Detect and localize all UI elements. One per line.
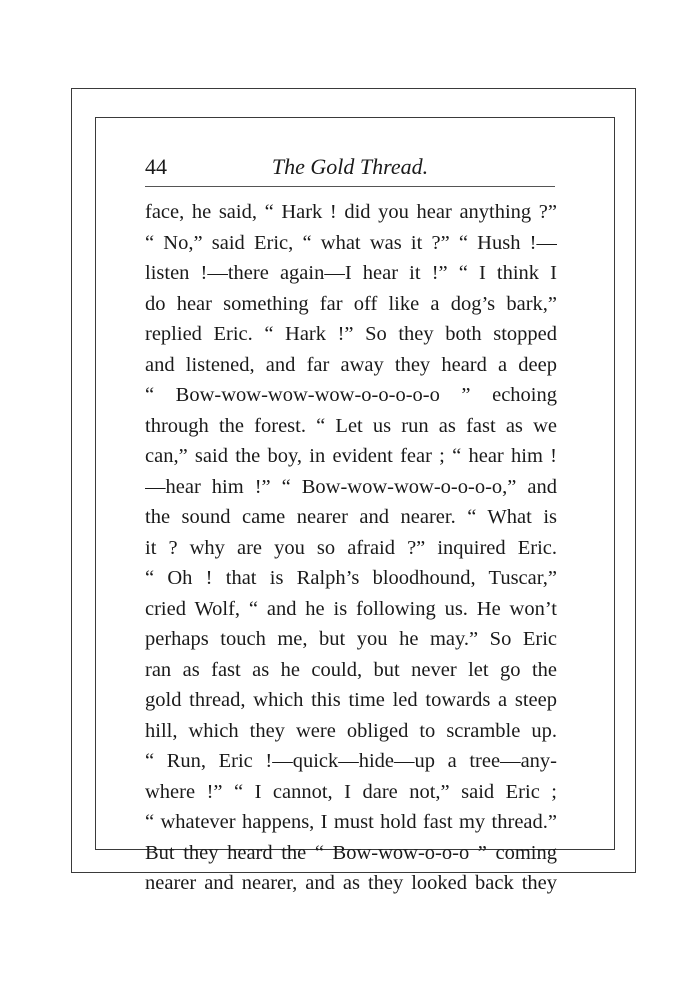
- text-line: replied Eric. “ Hark !” So they both stopped: [145, 323, 557, 345]
- text-line: through the forest. “ Let us run as fast as we: [145, 414, 557, 437]
- body-text: [145, 197, 557, 899]
- text-line: “ Bow-wow-wow-wow-o-o-o-o-o ” echoing: [145, 384, 557, 406]
- text-line: it ? why are you so afraid ?” inquired Eric.: [145, 536, 557, 559]
- text-line: cried Wolf, “ and he is following us. He won’t: [145, 597, 557, 620]
- running-head: [145, 152, 555, 186]
- text-line: “ whatever happens, I must hold fast my thread.”: [145, 811, 557, 833]
- text-line: and listened, and far away they heard a deep: [145, 353, 557, 376]
- text-line: perhaps touch me, but you he may.” So Eric: [145, 628, 557, 650]
- text-line: the sound came nearer and nearer. “ What is: [145, 506, 557, 528]
- text-line: hill, which they were obliged to scramble up.: [145, 719, 557, 742]
- text-line: listen !—there again—I hear it !” “ I think I: [145, 262, 557, 284]
- text-line: ran as fast as he could, but never let go the: [145, 658, 557, 681]
- text-line: “ No,” said Eric, “ what was it ?” “ Hush !—: [145, 231, 557, 254]
- text-line: nearer and nearer, and as they looked back they: [145, 872, 557, 894]
- text-line: “ Oh ! that is Ralph’s bloodhound, Tuscar,”: [145, 567, 557, 589]
- text-line: gold thread, which this time led towards a steep: [145, 689, 557, 711]
- text-line: do hear something far off like a dog’s bark,”: [145, 292, 557, 315]
- text-line: where !” “ I cannot, I dare not,” said Eric ;: [145, 780, 557, 803]
- page-number: 44: [145, 154, 167, 179]
- text-line: face, he said, “ Hark ! did you hear anything ?”: [145, 201, 557, 223]
- text-line: can,” said the boy, in evident fear ; “ hear him !: [145, 445, 557, 467]
- header-rule: [145, 186, 555, 187]
- text-line: But they heard the “ Bow-wow-o-o-o ” coming: [145, 841, 557, 864]
- text-line: “ Run, Eric !—quick—hide—up a tree—any-: [145, 750, 557, 772]
- text-line: —hear him !” “ Bow-wow-wow-o-o-o-o,” and: [145, 475, 557, 498]
- running-title: The Gold Thread.: [271, 154, 429, 179]
